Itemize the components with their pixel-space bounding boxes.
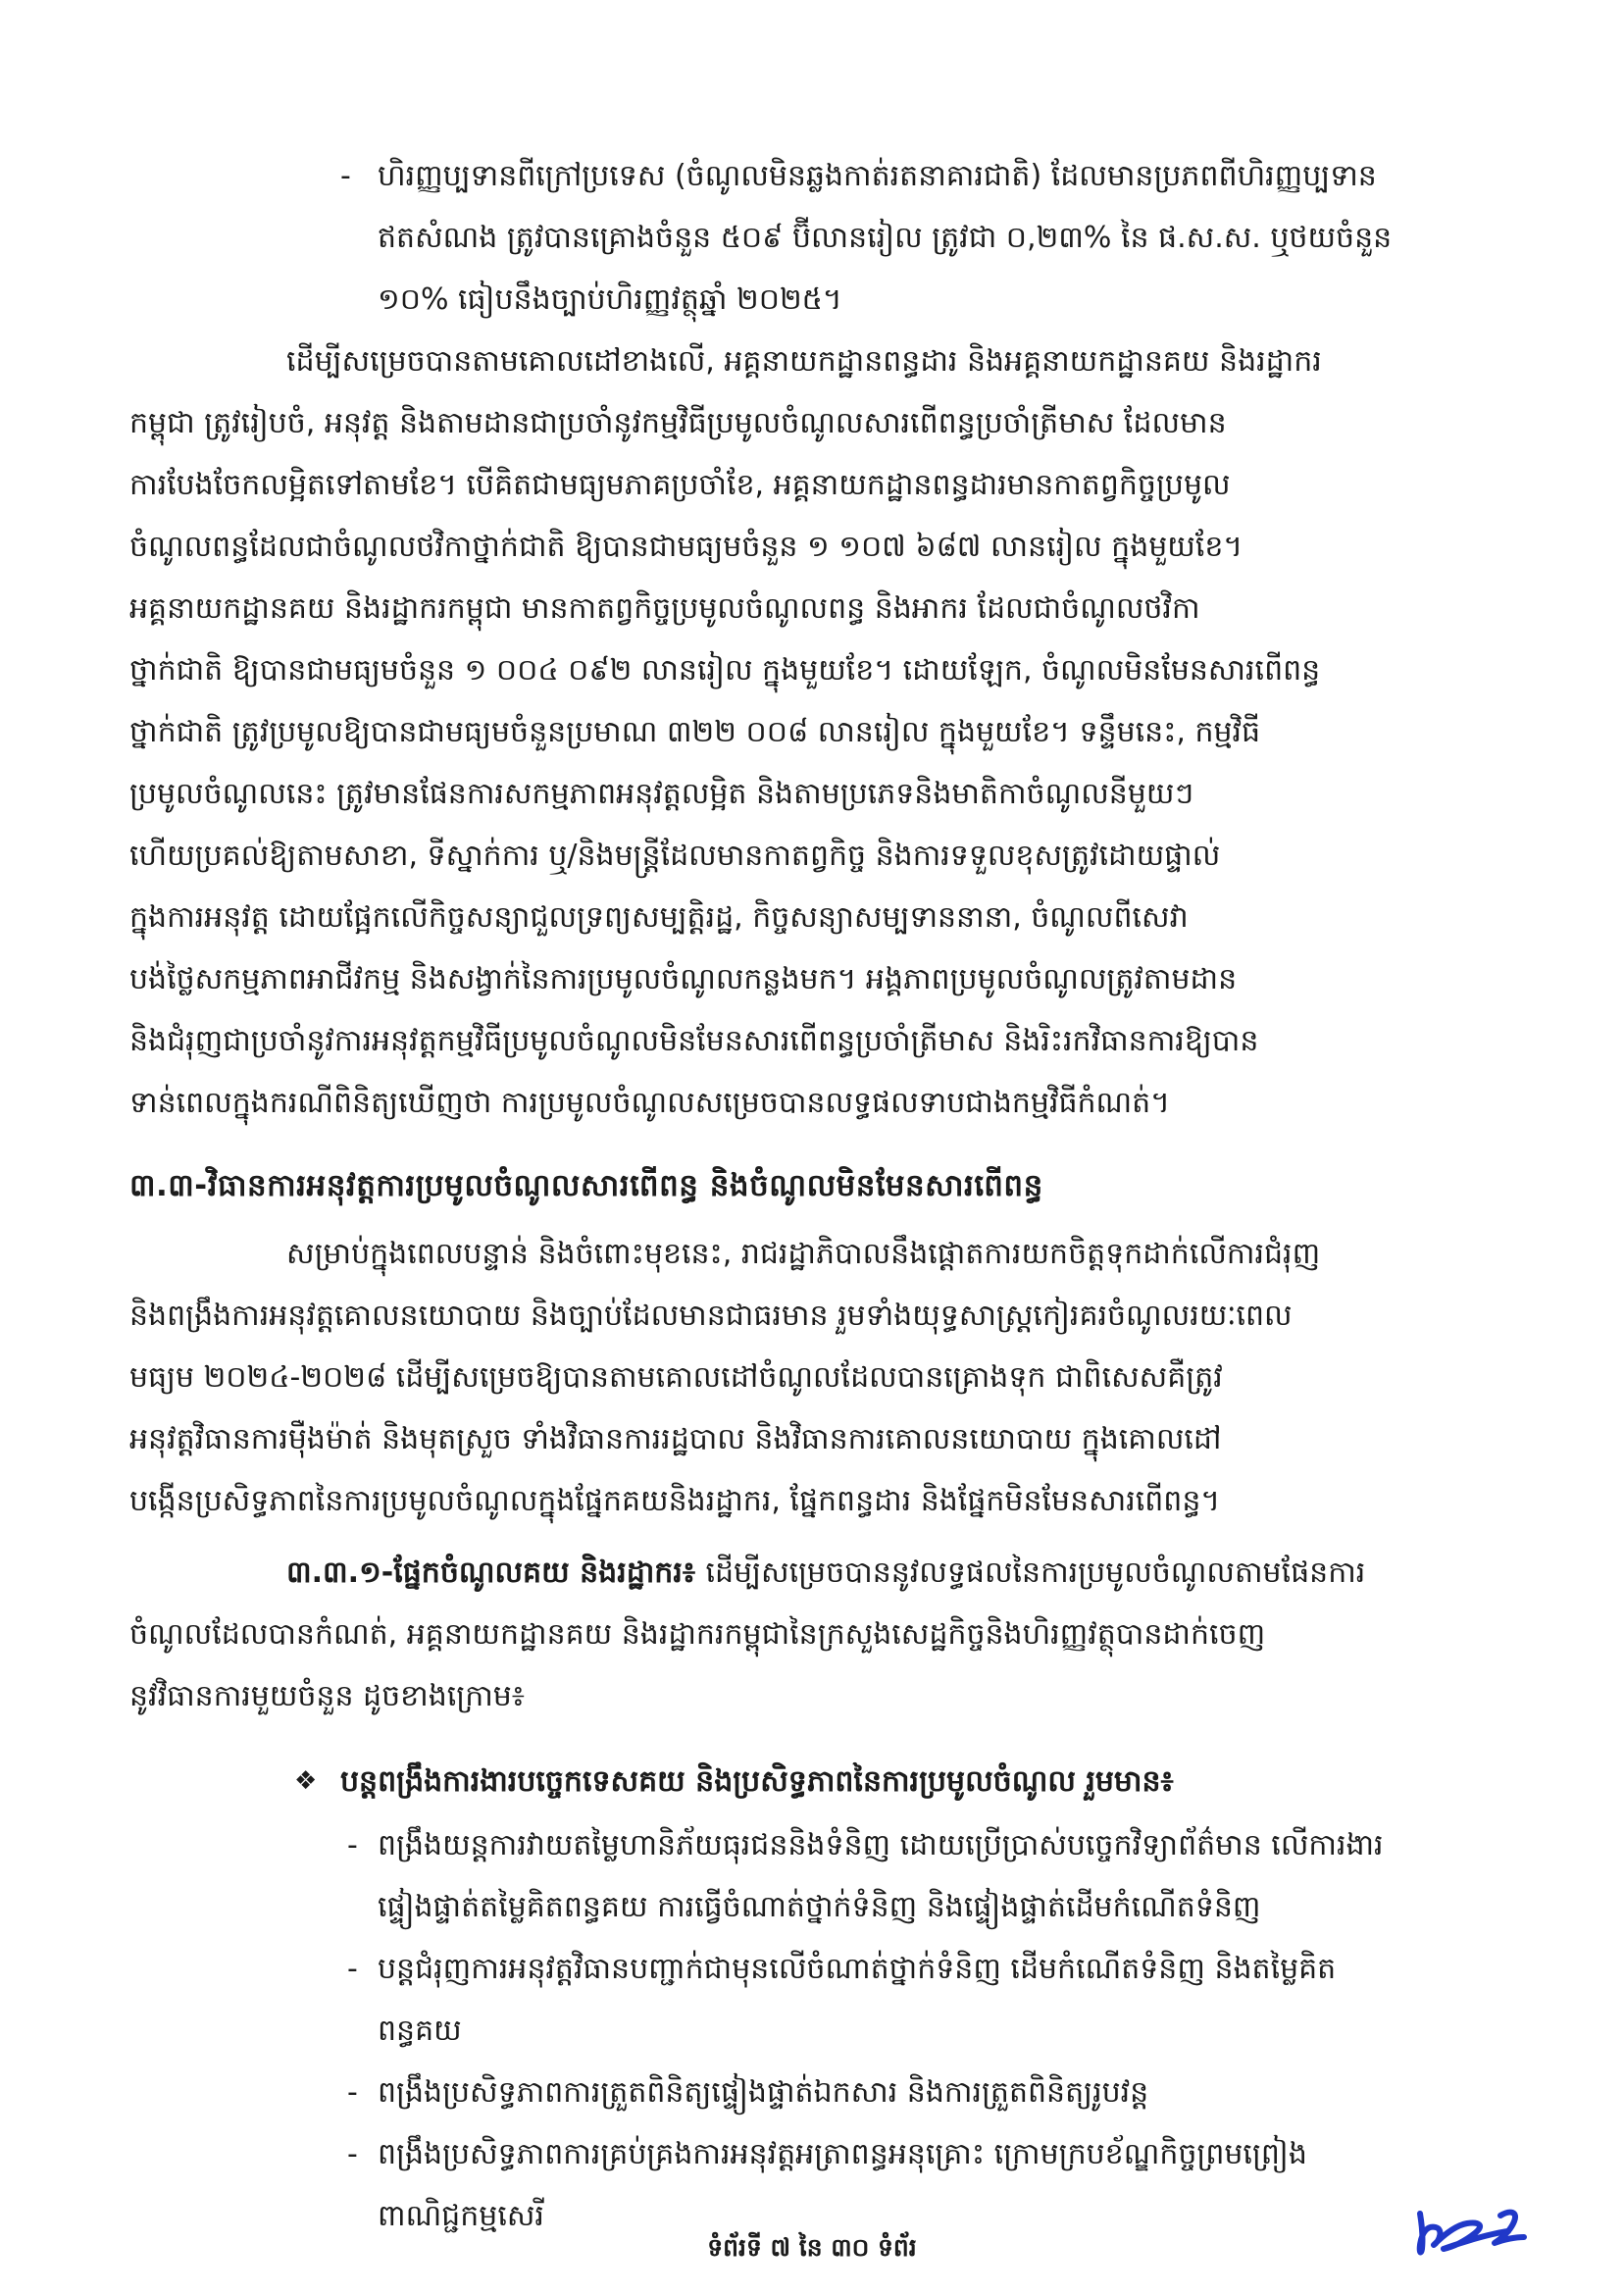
dash-bullet-icon: - [340,159,351,193]
text-line: ពង្រឹងយន្តការវាយតម្លៃហានិភ័យធុរជននិងទំនិញ ដោយប្រើប្រាស់បច្ចេកវិទ្យាព័ត៌មាន លើការងារ [378,1828,1384,1862]
text-line: បន្តជំរុញការអនុវត្តវិធានបញ្ជាក់ជាមុនលើចំណាត់ថ្នាក់ទំនិញ ដើមកំណើតទំនិញ និងតម្លៃគិត [378,1952,1337,1986]
text-line: ទាន់ពេលក្នុងករណីពិនិត្យឃើញថា ការប្រមូលចំណូលសម្រេចបានលទ្ធផលទាបជាងកម្មវិធីកំណត់។ [129,1086,1171,1120]
subsection-lead-label: ៣.៣.១-ផ្នែកចំណូលគយ និងរដ្ឋាករ៖ [286,1555,706,1590]
list-item [129,2062,1504,2123]
text-line: ពន្ធគយ [378,2014,462,2048]
text-line: ចំណូលដែលបានកំណត់, អគ្គនាយកដ្ឋានគយ និងរដ្ឋាករកម្ពុជានៃក្រសួងសេដ្ឋកិច្ចនិងហិរញ្ញវត្ថុបានដាក់ចេញ [129,1617,1266,1652]
text-line: ពាណិជ្ជកម្មសេរី [378,2199,544,2233]
dash-bullet-icon: - [347,2075,358,2110]
text-line: កម្ពុជា ត្រូវរៀបចំ, អនុវត្ត និងតាមដានជាប្រចាំនូវកម្មវិធីប្រមូលចំណូលសារពើពន្ធប្រចាំត្រីមាស ដែលមាន [129,406,1227,440]
dash-bullet-icon: - [347,2137,358,2171]
bullet-heading [129,1751,1504,1812]
text-line: ថ្នាក់ជាតិ ឱ្យបានជាមធ្យមចំនួន ១ ០០៤ ០៩២ លានរៀល ក្នុងមួយខែ។ ដោយឡែក, ចំណូលមិនមែនសារពើពន្ធ [129,653,1321,688]
text-line: ហិរញ្ញប្បទានពីក្រៅប្រទេស (ចំណូលមិនឆ្លងកាត់រតនាគារជាតិ) ដែលមានប្រភពពីហិរញ្ញប្បទាន [378,159,1377,193]
paragraph [129,1223,1504,1532]
text-line: និងពង្រឹងការអនុវត្តគោលនយោបាយ និងច្បាប់ដែលមានជាធរមាន រួមទាំងយុទ្ធសាស្ត្រកៀរគរចំណូលរយៈពេល [129,1299,1293,1333]
text-line: ១០% ធៀបនឹងច្បាប់ហិរញ្ញវត្ថុឆ្នាំ ២០២៥។ [378,282,842,317]
text-line: បន្តពង្រឹងការងារបច្ចេកទេសគយ និងប្រសិទ្ធភាពនៃការប្រមូលចំណូល រួមមាន៖ [340,1764,1174,1799]
text-line: ពង្រឹងប្រសិទ្ធភាពការត្រួតពិនិត្យផ្ទៀងផ្ទាត់ឯកសារ និងការត្រួតពិនិត្យរូបវន្ត [378,2075,1149,2110]
list-item [129,1938,1504,2062]
diamond-bullet-icon: ❖ [294,1766,318,1796]
list-item [129,145,1504,331]
text-line: បង្កើនប្រសិទ្ធភាពនៃការប្រមូលចំណូលក្នុងផ្នែកគយនិងរដ្ឋាករ, ផ្នែកពន្ធដារ និងផ្នែកមិនមែនសារពើពន្ធ។ [129,1484,1221,1518]
list-item [129,2123,1504,2247]
text-line: និងជំរុញជាប្រចាំនូវការអនុវត្តកម្មវិធីប្រមូលចំណូលមិនមែនសារពើពន្ធប្រចាំត្រីមាស និងរិះរកវិធានការឱ្យបាន [129,1024,1259,1058]
section-heading [129,1155,1504,1217]
text-line: ៣.៣.១-ផ្នែកចំណូលគយ និងរដ្ឋាករ៖ ដើម្បីសម្រេចបាននូវលទ្ធផលនៃការប្រមូលចំណូលតាមផែនការ [286,1555,1366,1590]
text-line: ផ្ទៀងផ្ទាត់តម្លៃគិតពន្ធគយ ការធ្វើចំណាត់ថ្នាក់ទំនិញ និងផ្ទៀងផ្ទាត់ដើមកំណើតទំនិញ [378,1890,1261,1924]
text-line: ហើយប្រគល់ឱ្យតាមសាខា, ទីស្នាក់ការ ឬ/និងមន្ត្រីដែលមានកាតព្វកិច្ច និងការទទួលខុសត្រូវដោយផ្ទាល់ [129,839,1221,873]
text-line: ៣.៣-វិធានការអនុវត្តការប្រមូលចំណូលសារពើពន្ធ និងចំណូលមិនមែនសារពើពន្ធ [129,1168,1043,1203]
text-line: ការបែងចែកលម្អិតទៅតាមខែ។ បើគិតជាមធ្យមភាគប្រចាំខែ, អគ្គនាយកដ្ឋានពន្ធដារមានកាតព្វកិច្ចប្រមូល [129,468,1231,502]
handwritten-initial-mark [1406,2196,1534,2265]
dash-bullet-icon: - [347,1828,358,1862]
text-line: ក្នុងការអនុវត្ត ដោយផ្អែកលើកិច្ចសន្យាជួលទ្រព្យសម្បត្តិរដ្ឋ, កិច្ចសន្យាសម្បទាននានា, ចំណូលពីសេវា [129,900,1189,935]
list-item [129,1814,1504,1938]
text-line: អគ្គនាយកដ្ឋានគយ និងរដ្ឋាករកម្ពុជា មានកាតព្វកិច្ចប្រមូលចំណូលពន្ធ និងអាករ ដែលជាចំណូលថវិកា [129,591,1200,626]
text-line: សម្រាប់ក្នុងពេលបន្ទាន់ និងចំពោះមុខនេះ, រាជរដ្ឋាភិបាលនឹងផ្តោតការយកចិត្តទុកដាក់លើការជំរុញ [286,1237,1321,1271]
paragraph [129,331,1504,1134]
text-line: មធ្យម ២០២៤-២០២៨ ដើម្បីសម្រេចឱ្យបានតាមគោលដៅចំណូលដែលបានគ្រោងទុក ជាពិសេសគឺត្រូវ [129,1360,1223,1395]
text-line: ដើម្បីសម្រេចបានតាមគោលដៅខាងលើ, អគ្គនាយកដ្ឋានពន្ធដារ និងអគ្គនាយកដ្ឋានគយ និងរដ្ឋាករ [286,344,1322,379]
paragraph [129,1542,1504,1727]
text-line: អនុវត្តវិធានការម៉ឺងម៉ាត់ និងមុតស្រួច ទាំងវិធានការរដ្ឋបាល និងវិធានការគោលនយោបាយ ក្នុងគោលដៅ [129,1422,1222,1456]
page-number-footer: ទំព័រទី ៧ នៃ ៣០ ទំព័រ [707,2233,917,2262]
text-line: ថ្នាក់ជាតិ ត្រូវប្រមូលឱ្យបានជាមធ្យមចំនួនប្រមាណ ៣២២ ០០៨ លានរៀល ក្នុងមួយខែ។ ទន្ទឹមនេះ, កម្មវិធី [129,715,1261,749]
text-line: ឥតសំណង ត្រូវបានគ្រោងចំនួន ៥០៩ ប៊ីលានរៀល ត្រូវជា ០,២៣% នៃ ផ.ស.ស. ឬថយចំនួន [378,221,1393,255]
dash-bullet-icon: - [347,1952,358,1986]
text-line: នូវវិធានការមួយចំនួន ដូចខាងក្រោម៖ [129,1679,525,1713]
text-line: ពង្រឹងប្រសិទ្ធភាពការគ្រប់គ្រងការអនុវត្តអត្រាពន្ធអនុគ្រោះ ក្រោមក្របខ័ណ្ឌកិច្ចព្រមព្រៀង [378,2137,1307,2171]
text-line: ប្រមូលចំណូលនេះ ត្រូវមានផែនការសកម្មភាពអនុវត្តលម្អិត និងតាមប្រភេទនិងមាតិកាចំណូលនីមួយៗ [129,777,1194,811]
text-line: ចំណូលពន្ធដែលជាចំណូលថវិកាថ្នាក់ជាតិ ឱ្យបានជាមធ្យមចំនួន ១ ១០៧ ៦៨៧ លានរៀល ក្នុងមួយខែ។ [129,530,1243,564]
text-line: បង់ថ្លៃសកម្មភាពអាជីវកម្ម និងសង្វាក់នៃការប្រមូលចំណូលកន្លងមក។ អង្គភាពប្រមូលចំណូលត្រូវតាមដាន [129,962,1238,996]
